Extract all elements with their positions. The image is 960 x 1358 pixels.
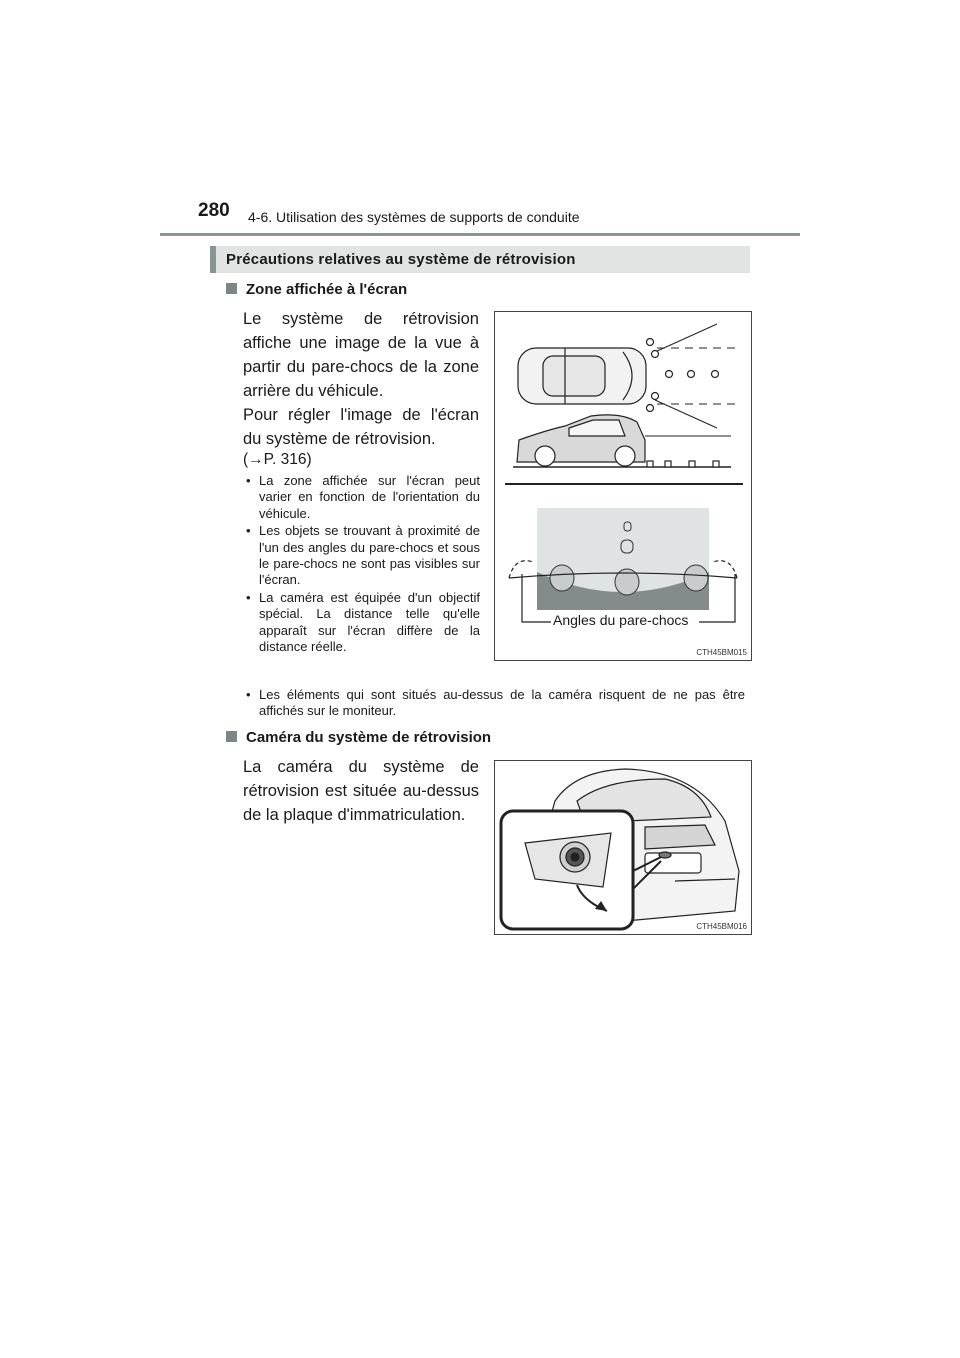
chapter-title: 4-6. Utilisation des systèmes de supports de conduite [248,209,580,225]
car-top-view-icon [518,348,646,404]
camera-location-illustration [495,761,751,934]
reference-arrow-icon: → [248,451,264,468]
section-heading-bar [210,246,750,273]
list-item: • La caméra est équipée d'un objectif spécial. La distance telle qu'elle apparaît sur l'écran diffère de la distance réelle. [246,589,480,655]
zone-bullets [243,473,480,656]
figure-code: CTH45BM016 [696,922,747,931]
list-item: • Les éléments qui sont situés au-dessus de la caméra risquent de ne pas être affichés sur le moniteur. [246,687,745,719]
camera-paragraph: La caméra du système de rétrovision est située au-dessus de la plaque d'immatriculation. [243,758,479,824]
square-bullet-icon [226,283,237,294]
header-rule [160,233,800,236]
camera-heading [226,729,491,746]
display-zone-illustration [495,312,751,660]
page-reference-link[interactable]: P. 316 [263,451,307,468]
camera-screen-view [537,508,709,610]
figure-camera-location [494,760,752,935]
section-accent [210,246,216,273]
list-item: • Les objets se trouvant à proximité de l'un des angles du pare-chocs et sous le pare-chocs ne sont pas visibles sur l'écran. [246,523,480,588]
section-title: Précautions relatives au système de rétrovision [226,251,576,268]
page-reference: (→P. 316) [243,451,312,468]
camera-lens-icon [525,833,611,887]
zone-bullets-wide [243,687,745,721]
figure-display-zone [494,311,752,661]
figure-code: CTH45BM015 [696,648,747,657]
figure-callout-label: Angles du pare-chocs [553,612,689,628]
page-number: 280 [198,200,230,221]
car-side-view-icon [517,415,645,466]
camera-heading-text: Caméra du système de rétrovision [246,729,492,746]
zone-heading [226,281,407,298]
zone-heading-text: Zone affichée à l'écran [246,281,408,298]
zone-paragraph-2: Pour régler l'image de l'écran du système de rétrovision. [243,406,479,448]
zone-paragraph-1: Le système de rétrovision affiche une image de la vue à partir du pare-chocs de la zone arrière du véhicule. [243,310,479,400]
list-item: • La zone affichée sur l'écran peut varier en fonction de l'orientation du véhicule. [246,473,480,521]
square-bullet-icon [226,731,237,742]
